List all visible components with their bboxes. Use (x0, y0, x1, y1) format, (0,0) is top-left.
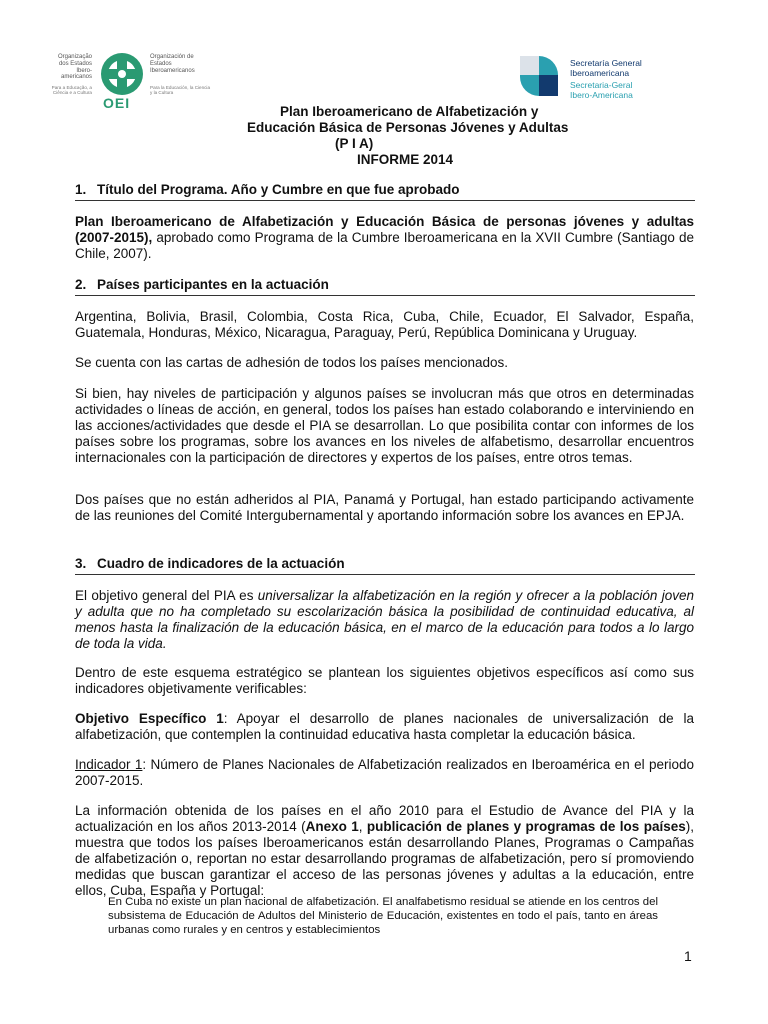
countries-list: Argentina, Bolivia, Brasil, Colombia, Costa Rica, Cuba, Chile, Ecuador, El Salvador, España, Guatemala, Honduras, México, Nicaragua, Paraguay, Perú, República Dominicana y Uruguay. (75, 309, 694, 341)
publication-reference: publicación de planes y programas de los países (366, 819, 686, 835)
specific-objective-1-text: : Apoyar el desarrollo de planes nacionales de universalización de la alfabetización, que contemplen la continuidad educativa hasta completar la educación básica. (75, 711, 695, 743)
participation-paragraph: Si bien, hay niveles de participación y algunos países se involucran más que otros en determinadas actividades o líneas de acción, en general, todos los países han estado colaborando e interviniendo en las acciones/actividades que desde el PIA se desarrollan. Lo que posibilita contar con informes de los países sobre los programas, sobre los avances en los niveles de alfabetismo, desarrollar encuentros internacionales con la participación de directores y expertos de los países, entre otros temas. (75, 386, 694, 466)
program-description (75, 214, 694, 262)
segib-pt-name: Secretaria-Geral Ibero-Americana (570, 80, 633, 100)
annex-separator: , (358, 819, 367, 835)
section-1-heading (75, 182, 695, 201)
oei-pt-tagline: Para a Educação, a Ciência e a Cultura (51, 85, 92, 96)
section-2-heading (75, 277, 695, 296)
oei-wordmark: OEI (103, 95, 131, 111)
oei-es-tagline: Para la Educación, la Ciencia y la Cultura (150, 85, 211, 96)
section-3-heading (75, 556, 695, 575)
information-text-start: La información obtenida de los países en el año 2010 para el Estudio de Avance del PIA y la actualización en los años 2013-2014 ( (75, 803, 694, 835)
general-objective-text: universalizar la alfabetización en la región y ofrecer a la población joven y adulta que no ha completado su escolarización básica la posibilidad de continuidad educativa, al menos hasta la finalización de la educación básica, en el marco de la educación para todos a lo largo de toda la vida. (75, 588, 694, 652)
program-approval-text: aprobado como Programa de la Cumbre Iberoamericana en la XVII Cumbre (Santiago de Chile, 2007). (75, 230, 694, 262)
segib-logo (520, 50, 660, 106)
general-objective-intro: El objetivo general del PIA es (75, 588, 258, 603)
indicator-1-text: : Número de Planes Nacionales de Alfabetización realizados en Iberoamérica en el periodo 2007-2015. (75, 757, 694, 789)
doc-report-year: INFORME 2014 (357, 152, 454, 167)
cuba-quote: En Cuba no existe un plan nacional de alfabetización. El analfabetismo residual se atiende en los centros del subsistema de Educación de Adultos del Ministerio de Educación, existentes en todo el país, tanto en áreas urbanas como rurales y en centros y establecimientos (108, 896, 658, 937)
general-objective-paragraph (75, 588, 694, 652)
section-3-title: Cuadro de indicadores de la actuación (97, 556, 345, 571)
doc-title-acronym: (P I A) (335, 136, 374, 151)
segib-es-name: Secretaría General Iberoamericana (570, 58, 642, 78)
section-1-title: Título del Programa. Año y Cumbre en que fue aprobado (97, 182, 460, 197)
section-3-number: 3. (75, 556, 87, 571)
oei-es-name: Organización de Estados Iberoamericanos (150, 54, 195, 74)
information-paragraph (75, 803, 694, 900)
doc-title-line-2: Educación Básica de Personas Jóvenes y Adultas (247, 120, 569, 135)
specific-objective-1-label: Objetivo Específico 1 (75, 711, 224, 726)
non-member-paragraph: Dos países que no están adheridos al PIA, Panamá y Portugal, han estado participando activamente de las reuniones del Comité Intergubernamental y aportando información sobre los avances en EPJA. (75, 492, 694, 524)
information-text-end: ), muestra que todos los países Iberoamericanos están desarrollando Planes, Programas o Campañas de alfabetización o, reportan no estar desarrollando programas de alfabetización, pero sí promoviendo medidas que buscan garantizar el acceso de las personas jóvenes y adultas a la educación, entre ellos, Cuba, España y Portugal: (75, 819, 694, 899)
doc-title-line-1: Plan Iberoamericano de Alfabetización y (280, 104, 539, 119)
strategic-scheme-paragraph: Dentro de este esquema estratégico se plantean los siguientes objetivos específicos así como sus indicadores objetivamente verificables: (75, 665, 694, 697)
segib-emblem-icon (520, 56, 558, 96)
page-number: 1 (684, 948, 692, 964)
annex-1-reference: Anexo 1 (305, 819, 359, 835)
specific-objective-1 (75, 711, 694, 743)
adhesion-paragraph: Se cuenta con las cartas de adhesión de todos los países mencionados. (75, 355, 509, 370)
oei-emblem-icon (98, 50, 146, 98)
oei-pt-name: Organização dos Estados Ibero-americanos (57, 54, 92, 81)
indicator-1-label: Indicador 1 (75, 757, 143, 772)
indicator-1 (75, 757, 694, 789)
section-2-title: Países participantes en la actuación (97, 277, 329, 292)
program-name: Plan Iberoamericano de Alfabetización y Educación Básica de personas jóvenes y adultas (2007-2015), (75, 214, 694, 246)
section-1-number: 1. (75, 182, 87, 197)
section-2-number: 2. (75, 277, 87, 292)
